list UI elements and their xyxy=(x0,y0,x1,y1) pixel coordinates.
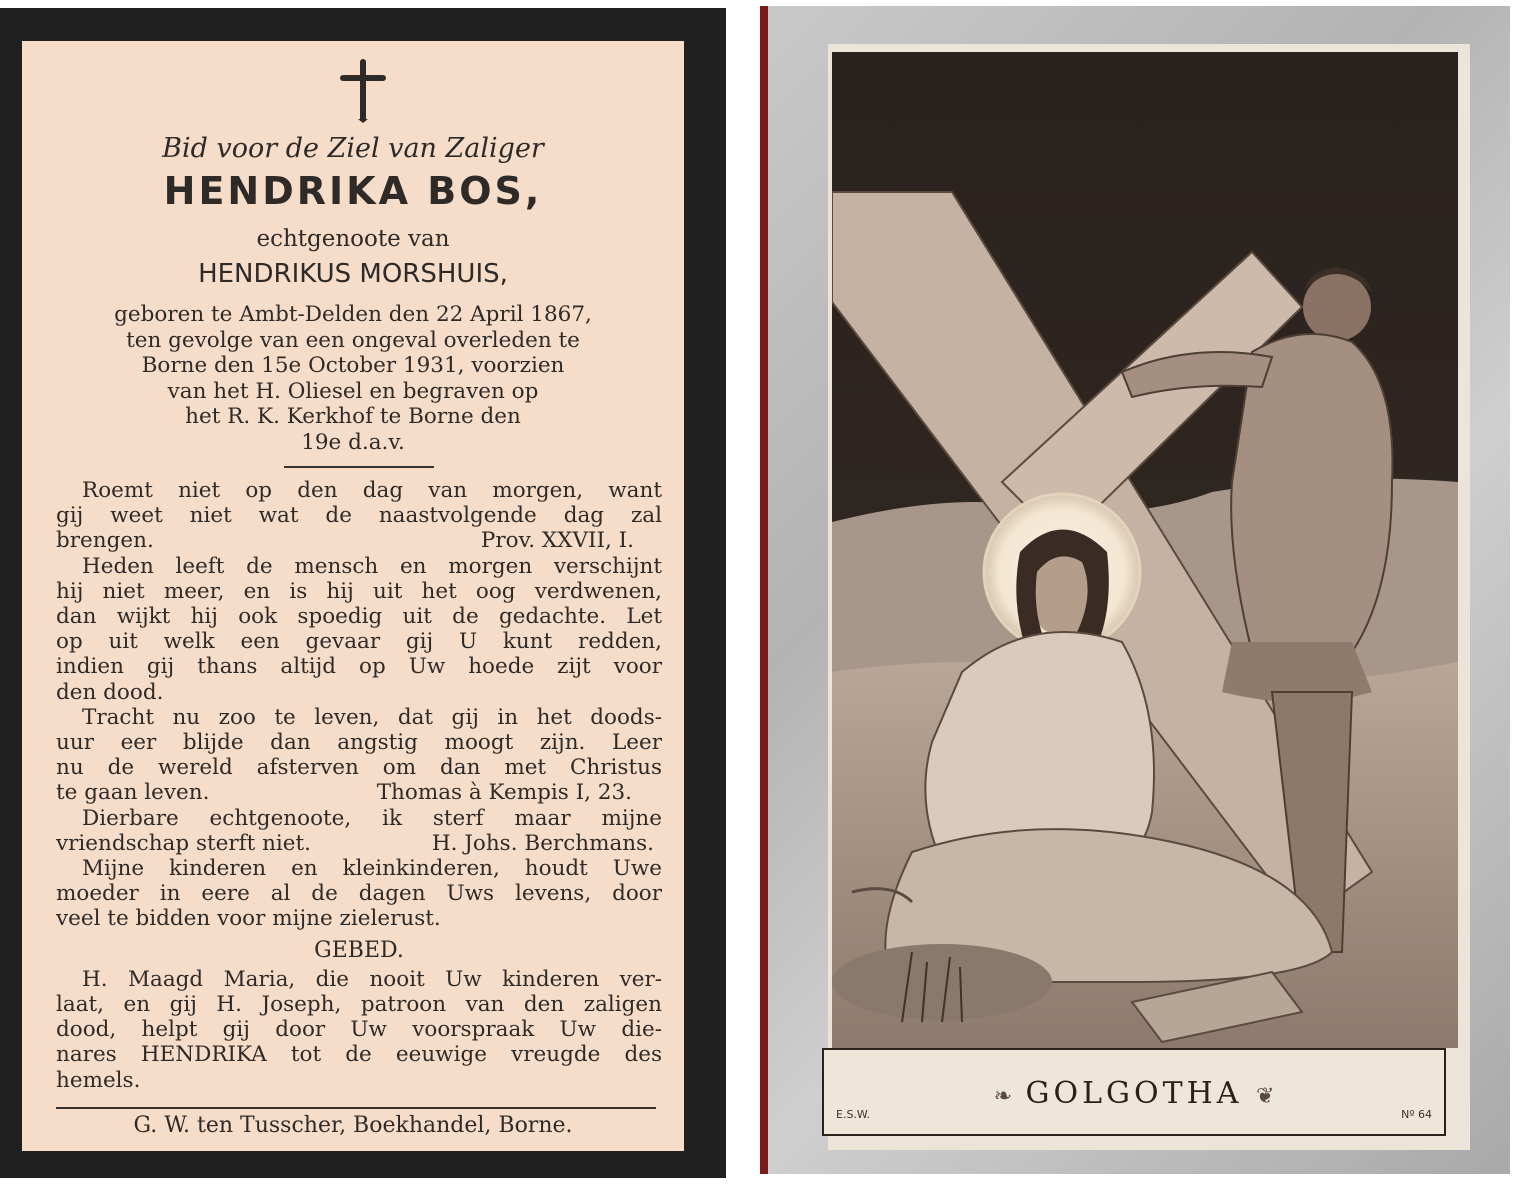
text-line: dood, helpt gij door Uw voorspraak Uw die- xyxy=(56,1017,662,1043)
text-line: moeder in eere al de dagen Uws levens, door xyxy=(56,881,662,907)
text-line: Roemt niet op den dag van morgen, want xyxy=(82,478,662,503)
text-line: op uit welk een gevaar gij U kunt redden, xyxy=(56,629,662,655)
biography xyxy=(22,302,684,455)
flourish-icon: ❦ xyxy=(1255,1084,1275,1109)
body-text xyxy=(56,478,662,1093)
text-line: dan wijkt hij ook spoedig uit de gedachte. Let xyxy=(56,604,662,630)
text-line: den dood. xyxy=(56,679,164,705)
prayer-heading: GEBED. xyxy=(314,937,404,963)
text-line: laat, en gij H. Joseph, patroon van den zaligen xyxy=(56,992,662,1018)
text-line: uur eer blijde dan angstig moogt zijn. Leer xyxy=(56,730,662,756)
picture-title xyxy=(824,1076,1444,1111)
memorial-card-text-side xyxy=(22,41,684,1151)
text-line: indien gij thans altijd op Uw hoede zijt voor xyxy=(56,654,662,680)
spouse-label: echtgenoote van xyxy=(256,226,450,252)
text-line xyxy=(56,831,662,856)
text-line xyxy=(56,780,662,805)
quote-reference: Prov. XXVII, I. xyxy=(480,528,634,554)
divider xyxy=(56,1107,656,1109)
quote-reference: Thomas à Kempis I, 23. xyxy=(376,780,632,806)
text-fragment: vriendschap sterft niet. xyxy=(56,830,311,856)
bio-line: 19e d.a.v. xyxy=(301,429,405,455)
bio-line: geboren te Ambt-Delden den 22 April 1867, xyxy=(114,302,592,327)
text-line: gij weet niet wat de naastvolgende dag zal xyxy=(56,503,662,529)
text-line: veel te bidden voor mijne zielerust. xyxy=(56,906,441,932)
text-line: nares HENDRIKA tot de eeuwige vreugde des xyxy=(56,1042,662,1068)
divider xyxy=(284,466,434,468)
caption-box xyxy=(822,1048,1446,1136)
text-line: hij niet meer, en is hij uit het oog verdwenen, xyxy=(56,578,662,604)
bio-line: het R. K. Kerkhof te Borne den xyxy=(185,404,521,429)
spouse-name: HENDRIKUS MORSHUIS, xyxy=(198,259,508,289)
card-edge xyxy=(760,6,768,1174)
text-line: Tracht nu zoo te leven, dat gij in het doods- xyxy=(82,704,662,730)
publisher-line: G. W. ten Tusscher, Boekhandel, Borne. xyxy=(133,1113,573,1138)
text-line: Heden leeft de mensch en morgen verschijnt xyxy=(82,553,662,579)
cross-icon xyxy=(340,59,386,123)
flourish-icon: ❧ xyxy=(993,1084,1012,1109)
golgotha-illustration xyxy=(832,52,1458,1048)
deceased-name: HENDRIKA BOS, xyxy=(163,169,543,213)
title-text: GOLGOTHA xyxy=(1025,1076,1243,1111)
text-line: hemels. xyxy=(56,1067,141,1093)
text-line: Mijne kinderen en kleinkinderen, houdt Uwe xyxy=(82,856,662,882)
publisher-mark: E.S.W. xyxy=(836,1108,871,1121)
text-line xyxy=(56,528,662,553)
bio-line: van het H. Oliesel en begraven op xyxy=(167,378,539,404)
mourning-card-border xyxy=(0,8,726,1178)
bio-line: ten gevolge van een ongeval overleden te xyxy=(126,327,580,353)
quote-reference: H. Johs. Berchmans. xyxy=(431,830,654,856)
text-fragment: brengen. xyxy=(56,528,154,554)
intro-line: Bid voor de Ziel van Zaliger xyxy=(162,133,544,164)
text-line: nu de wereld afsterven om dan met Christus xyxy=(56,755,662,781)
text-fragment: te gaan leven. xyxy=(56,780,210,806)
bio-line: Borne den 15e October 1931, voorzien xyxy=(141,353,565,378)
text-line: H. Maagd Maria, die nooit Uw kinderen ver- xyxy=(82,966,662,992)
text-line: Dierbare echtgenoote, ik sterf maar mijne xyxy=(82,805,662,831)
card-number: Nº 64 xyxy=(1401,1108,1432,1121)
